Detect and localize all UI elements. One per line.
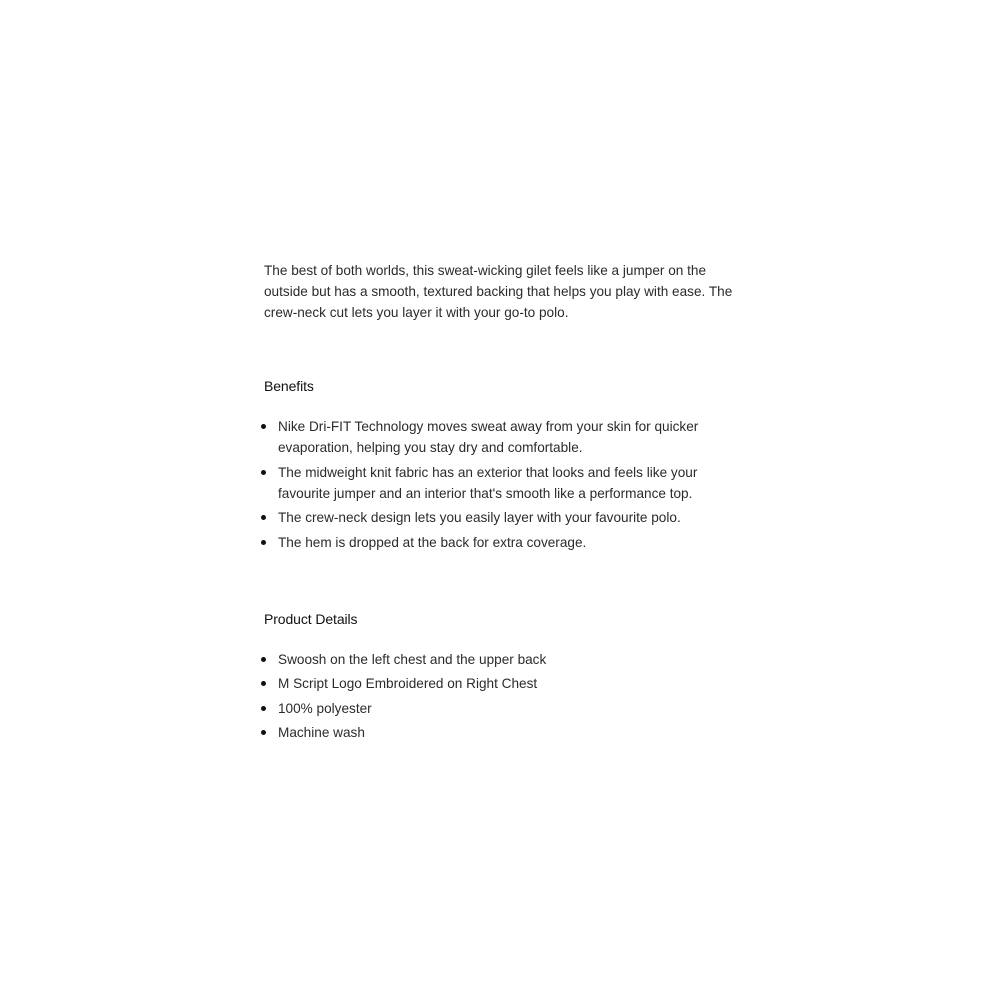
product-detail-item: Swoosh on the left chest and the upper back bbox=[278, 649, 744, 670]
product-details-list bbox=[264, 649, 744, 744]
product-detail-item: Machine wash bbox=[278, 722, 744, 743]
product-detail-item: 100% polyester bbox=[278, 698, 744, 719]
benefit-item: The midweight knit fabric has an exterior that looks and feels like your favourite jumper and an interior that's smooth like a performance top. bbox=[278, 462, 744, 504]
product-description-panel bbox=[264, 260, 744, 747]
benefits-list bbox=[264, 416, 744, 553]
benefit-item: The crew-neck design lets you easily layer with your favourite polo. bbox=[278, 507, 744, 528]
product-description: The best of both worlds, this sweat-wicking gilet feels like a jumper on the outside but has a smooth, textured backing that helps you play with ease. The crew-neck cut lets you layer it with your go-to polo. bbox=[264, 263, 733, 320]
product-details-heading: Product Details bbox=[264, 610, 358, 627]
benefits-heading: Benefits bbox=[264, 378, 314, 394]
benefit-item: Nike Dri-FIT Technology moves sweat away from your skin for quicker evaporation, helping you stay dry and comfortable. bbox=[278, 416, 744, 458]
product-detail-item: M Script Logo Embroidered on Right Chest bbox=[278, 673, 744, 694]
benefit-item: The hem is dropped at the back for extra coverage. bbox=[278, 532, 744, 553]
